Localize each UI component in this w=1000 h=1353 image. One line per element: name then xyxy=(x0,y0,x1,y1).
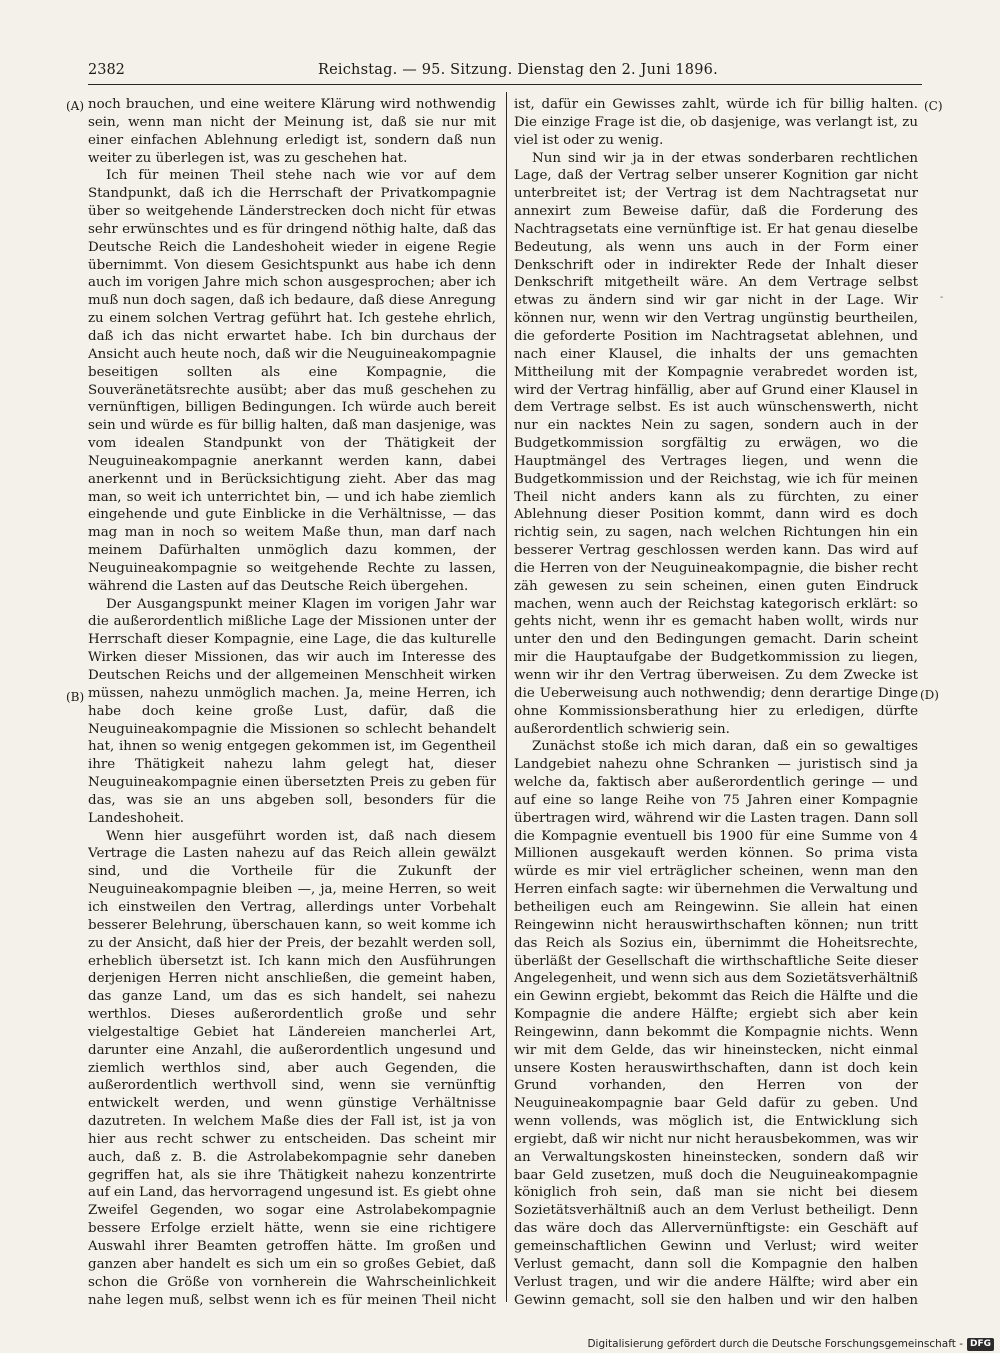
paragraph: Der Ausgangspunkt meiner Klagen im vorigen Jahr war die außerordentlich mißliche Lage der Missionen unter der Herrschaft dieser Kompagnie, eine Lage, die das kulturelle Wirken dieser Missionen, das wir auch im Interesse des Deutschen Reichs und der allgemeinen Menschheit wirken müssen, nahezu unmöglich machen. Ja, meine Herren, ich habe doch keine große Lust, dafür, daß die Neuguineakompagnie die Missionen so schlecht behandelt hat, ihnen so wenig entgegen gekommen ist, im Gegentheil ihre Thätigkeit nahezu lahm gelegt hat, dieser Neuguineakompagnie einen übersetzten Preis zu geben für das, was sie an uns abgeben soll, besonders für die Landeshoheit. xyxy=(88,596,496,826)
margin-marker-a: (A) xyxy=(66,99,85,113)
running-header xyxy=(88,58,922,82)
page-number: 2382 xyxy=(88,62,125,78)
margin-marker-d: (D) xyxy=(920,688,939,702)
paragraph: Ich für meinen Theil stehe nach wie vor auf dem Standpunkt, daß ich die Herrschaft der Privatkompagnie über so weitgehende Länderstrecken doch nicht für etwas sehr erwünschtes und es für dringend nöthig halte, daß das Deutsche Reich die Landeshoheit wieder in eigene Regie übernimmt. Von diesem Gesichtspunkt aus habe ich denn auch im vorigen Jahre mich schon ausgesprochen; aber ich muß nun doch sagen, daß ich bedaure, daß diese Anregung zu einem solchen Vertrag geführt hat. Ich gestehe ehrlich, daß ich das nicht erwartet habe. Ich bin durchaus der Ansicht auch heute noch, daß wir die Neuguineakompagnie beseitigen sollten als eine Kompagnie, die Souveränetätsrechte ausübt; aber das muß geschehen zu vernünftigen, billigen Bedingungen. Ich würde auch bereit sein und würde es für billig halten, daß man dasjenige, was vom idealen Standpunkt von der Thätigkeit der Neuguineakompagnie anerkannt werden kann, dabei anerkennt und in Berücksichtigung zieht. Aber das mag man, so weit ich unterrichtet bin, — und ich habe ziemlich eingehende und gute Einblicke in die Verhältnisse, — das mag man in noch so weitem Maße thun, man darf nach meinem Dafürhalten unmöglich dazu kommen, der Neuguineakompagnie so weitgehende Rechte zu lassen, während die Lasten auf das Deutsche Reich übergehen. xyxy=(88,168,496,594)
margin-tick: - xyxy=(940,292,944,303)
header-title: Reichstag. — 95. Sitzung. Dienstag den 2. Juni 1896. xyxy=(318,62,718,78)
paragraph: Nun sind wir ja in der etwas sonderbaren rechtlichen Lage, daß der Vertrag selber unserer Kognition gar nicht unterbreitet ist; der Vertrag ist dem Nachtragsetat nur annexirt zum Beweise dafür, daß die Forderung des Nachtragsetats eine vernünftige ist. Er hat genau dieselbe Bedeutung, als wenn uns auch in der Form einer Denkschrift oder in indirekter Rede der Inhalt dieser Denkschrift mitgetheilt wäre. An dem Vertrage selbst etwas zu ändern sind wir gar nicht in der Lage. Wir können nur, wenn wir den Vertrag ungünstig beurtheilen, die geforderte Position im Nachtragsetat ablehnen, und nach einer Klausel, die inhalts der uns gemachten Mittheilung mit der Kompagnie verabredet worden ist, wird der Vertrag hinfällig, aber auf Grund einer Klausel in dem Vertrage selbst. Es ist auch wünschenswerth, nicht nur ein nacktes Nein zu sagen, sondern auch in der Budgetkommission sorgfältig zu erwägen, wo die Hauptmängel des Vertrages liegen, und wenn die Budgetkommission und der Reichstag, wie ich für meinen Theil nicht anders kann als zu fürchten, zu einer Ablehnung dieser Position kommt, dann wird es doch richtig sein, zu sagen, nach welchen Richtungen hin ein besserer Vertrag geschlossen werden kann. Das wird auf die Herren von der Neuguineakompagnie, die bisher recht zäh gewesen zu sein scheinen, einen guten Eindruck machen, wenn auch der Reichstag kategorisch erklärt: so gehts nicht, wenn ihr es gemacht haben wollt, wirds nur unter den und den Bedingungen gemacht. Darin scheint mir die Hauptaufgabe der Budgetkommission zu liegen, wenn wir ihr den Vertrag überweisen. Zu dem Zwecke ist die Ueberweisung auch nothwendig; denn derartige Dinge ohne Kommissionsberathung hier zu erledigen, dürfte außerordentlich schwierig sein. xyxy=(514,150,918,737)
left-column xyxy=(88,96,496,1310)
credit-text: Digitalisierung gefördert durch die Deutsche Forschungsgemeinschaft - xyxy=(587,1338,963,1350)
digitization-credit xyxy=(587,1336,994,1352)
paragraph: noch brauchen, und eine weitere Klärung wird nothwendig sein, wenn man nicht der Meinung ist, daß sie nur mit einer einfachen Ablehnung erledigt ist, sondern daß nun weiter zu überlegen ist, was zu geschehen hat. xyxy=(88,97,496,166)
paragraph: Zunächst stoße ich mich daran, daß ein so gewaltiges Landgebiet nahezu ohne Schranken — juristisch sind ja welche da, faktisch aber außerordentlich geringe — und auf eine so lange Reihe von 75 Jahren einer Kompagnie übertragen wird, während wir die Lasten tragen. Dann soll die Kompagnie eventuell bis 1900 für eine Summe von 4 Millionen ausgekauft werden können. So prima vista würde es mir viel erträglicher scheinen, wenn man den Herren einfach sagte: wir übernehmen die Verwaltung und betheiligen euch am Reingewinn. Sie allein hat einen Reingewinn nicht herauswirthschaften können; nun tritt das Reich als Sozius ein, übernimmt die Hoheitsrechte, überläßt der Gesellschaft die wirthschaftliche Seite dieser Angelegenheit, und wenn sich aus dem Sozietätsverhältniß ein Gewinn ergiebt, bekommt das Reich die Hälfte und die Kompagnie die andere Hälfte; ergiebt sich aber kein Reingewinn, dann bekommt die Kompagnie nichts. Wenn wir mit dem Gelde, das wir hineinstecken, nicht einmal unsere Kosten herauswirthschaften, dann ist doch kein Grund vorhanden, den Herren von der Neuguineakompagnie baar Geld dafür zu geben. Und wenn vollends, was möglich ist, die Entwicklung sich ergiebt, daß wir nicht nur nicht herausbekommen, was wir an Verwaltungskosten hineinstecken, sondern daß wir baar Geld zusetzen, muß doch die Neuguineakompagnie königlich froh sein, daß man sie nicht bei diesem Sozietätsverhältniß auch an dem Verlust betheiligt. Denn das wäre doch das Allervernünftigste: ein Geschäft auf gemeinschaftlichen Gewinn und Verlust; wird weiter Verlust gemacht, dann soll die Kompagnie den halben Verlust tragen, und wir die andere Hälfte; wird aber ein Gewinn gemacht, soll sie den halben und wir den halben xyxy=(514,739,918,1308)
margin-marker-b: (B) xyxy=(66,690,85,704)
dfg-logo: DFG xyxy=(967,1338,994,1351)
paragraph: Wenn hier ausgeführt worden ist, daß nach diesem Vertrage die Lasten nahezu auf das Reich allein gewälzt sind, und die Vortheile für die Zukunft der Neuguineakompagnie bleiben —, ja, meine Herren, so weit ich einstweilen den Vertrag, allerdings unter Vorbehalt besserer Belehrung, überschauen kann, so weit komme ich zu der Ansicht, daß hier der Preis, der bezahlt werden soll, erheblich übersetzt ist. Ich kann mich den Ausführungen derjenigen Herren nicht anschließen, die gemeint haben, das ganze Land, um das es sich handelt, sei nahezu werthlos. Dieses außerordentlich große und sehr vielgestaltige Gebiet hat Ländereien mancherlei Art, darunter eine Anzahl, die außerordentlich ungesund und ziemlich werthlos sind, aber auch Gegenden, die außerordentlich werthvoll sind, wenn sie vernünftig entwickelt werden, und wenn günstige Verhältnisse dazutreten. In welchem Maße dies der Fall ist, ist ja von hier aus recht schwer zu entscheiden. Das scheint mir auch, daß z. B. die Astrolabekompagnie sehr daneben gegriffen hat, als sie ihre Thätigkeit nahezu konzentrirte auf ein Land, das hervorragend ungesund ist. Es giebt ohne Zweifel Gegenden, wo sogar eine Astrolabekompagnie bessere Erfolge erzielt hätte, wenn sie eine richtigere Auswahl ihrer Beamten getroffen hätte. Im großen und ganzen aber handelt es sich um ein so großes Gebiet, daß schon die Größe von vornherein die Wahrscheinlichkeit nahe legen muß, selbst wenn ich es für meinen Theil nicht xyxy=(88,828,496,1308)
paragraph: ist, dafür ein Gewisses zahlt, würde ich für billig halten. Die einzige Frage ist die, ob dasjenige, was verlangt ist, zu viel ist oder zu wenig. xyxy=(514,97,918,148)
column-divider xyxy=(506,92,507,1302)
header-rule xyxy=(88,84,922,85)
margin-marker-c: (C) xyxy=(924,99,943,113)
right-column xyxy=(514,96,918,1310)
